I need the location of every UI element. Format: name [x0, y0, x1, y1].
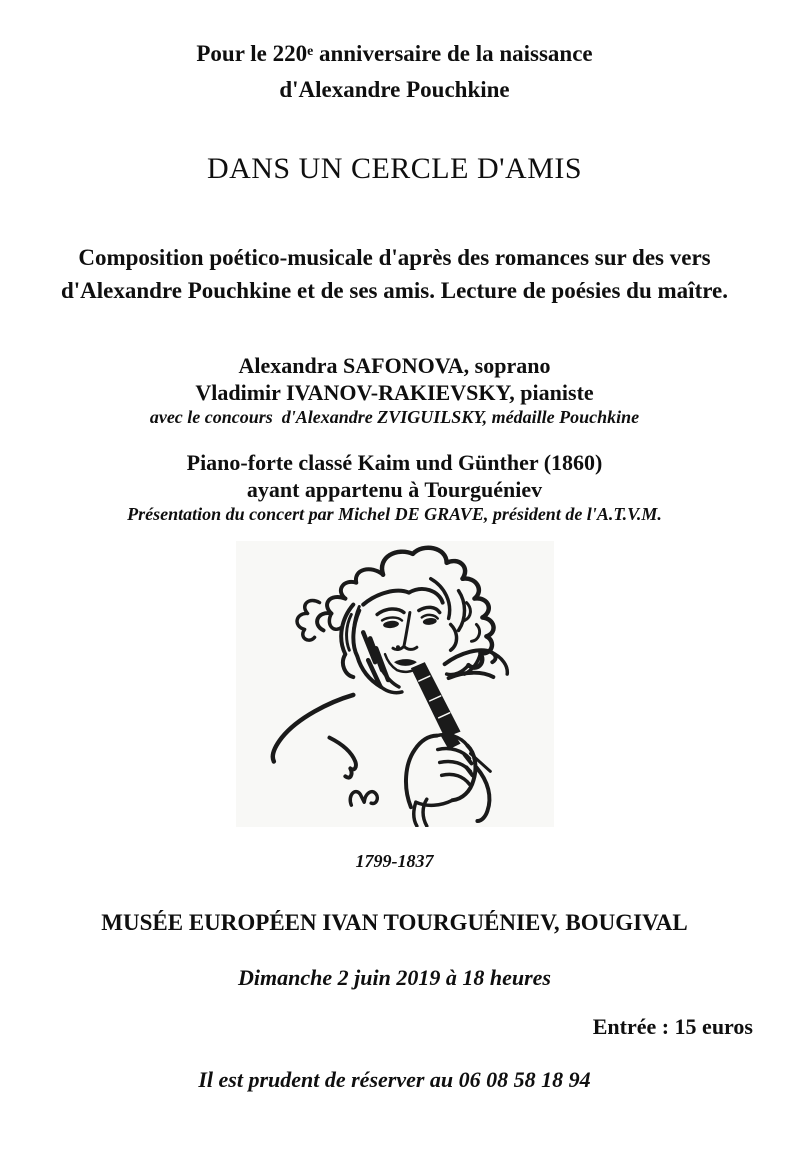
- occasion-heading: [0, 0, 789, 106]
- description-line-1: Composition poético-musicale d'après des romances sur des vers: [78, 245, 711, 270]
- occasion-line-2: d'Alexandre Pouchkine: [279, 77, 510, 102]
- performers-block: [0, 352, 789, 429]
- occasion-line-1-rest: anniversaire de la naissance: [313, 41, 593, 66]
- performer-soprano: Alexandra SAFONOVA, soprano: [238, 353, 551, 378]
- life-dates-caption: 1799-1837: [355, 851, 434, 871]
- main-title: DANS UN CERCLE D'AMIS: [206, 152, 583, 185]
- instrument-line-1: Piano-forte classé Kaim und Günther (1860): [186, 450, 603, 475]
- event-date: Dimanche 2 juin 2019 à 18 heures: [238, 965, 551, 990]
- reservation-note: Il est prudent de réserver au 06 08 58 18 94: [198, 1067, 591, 1092]
- occasion-line-1: [0, 37, 789, 73]
- venue-line: MUSÉE EUROPÉEN IVAN TOURGUÉNIEV, BOUGIVAL: [101, 910, 688, 935]
- support-note: avec le concours d'Alexandre ZVIGUILSKY, médaille Pouchkine: [149, 407, 640, 427]
- instrument-line-2: ayant appartenu à Tourguéniev: [246, 477, 543, 502]
- ordinal-superscript: e: [307, 42, 314, 58]
- instrument-block: [0, 449, 789, 526]
- entry-price: Entrée : 15 euros: [592, 1014, 753, 1039]
- program-description: [0, 241, 789, 307]
- portrait-figure: [236, 541, 554, 827]
- description-line-2: d'Alexandre Pouchkine et de ses amis. Lecture de poésies du maître.: [61, 278, 728, 303]
- presenter-note: Présentation du concert par Michel DE GRAVE, président de l'A.T.V.M.: [127, 504, 662, 524]
- performer-pianist: Vladimir IVANOV-RAKIEVSKY, pianiste: [195, 380, 594, 405]
- pushkin-portrait-sketch: [236, 541, 554, 827]
- occasion-line-1-text: Pour le 220: [196, 41, 308, 66]
